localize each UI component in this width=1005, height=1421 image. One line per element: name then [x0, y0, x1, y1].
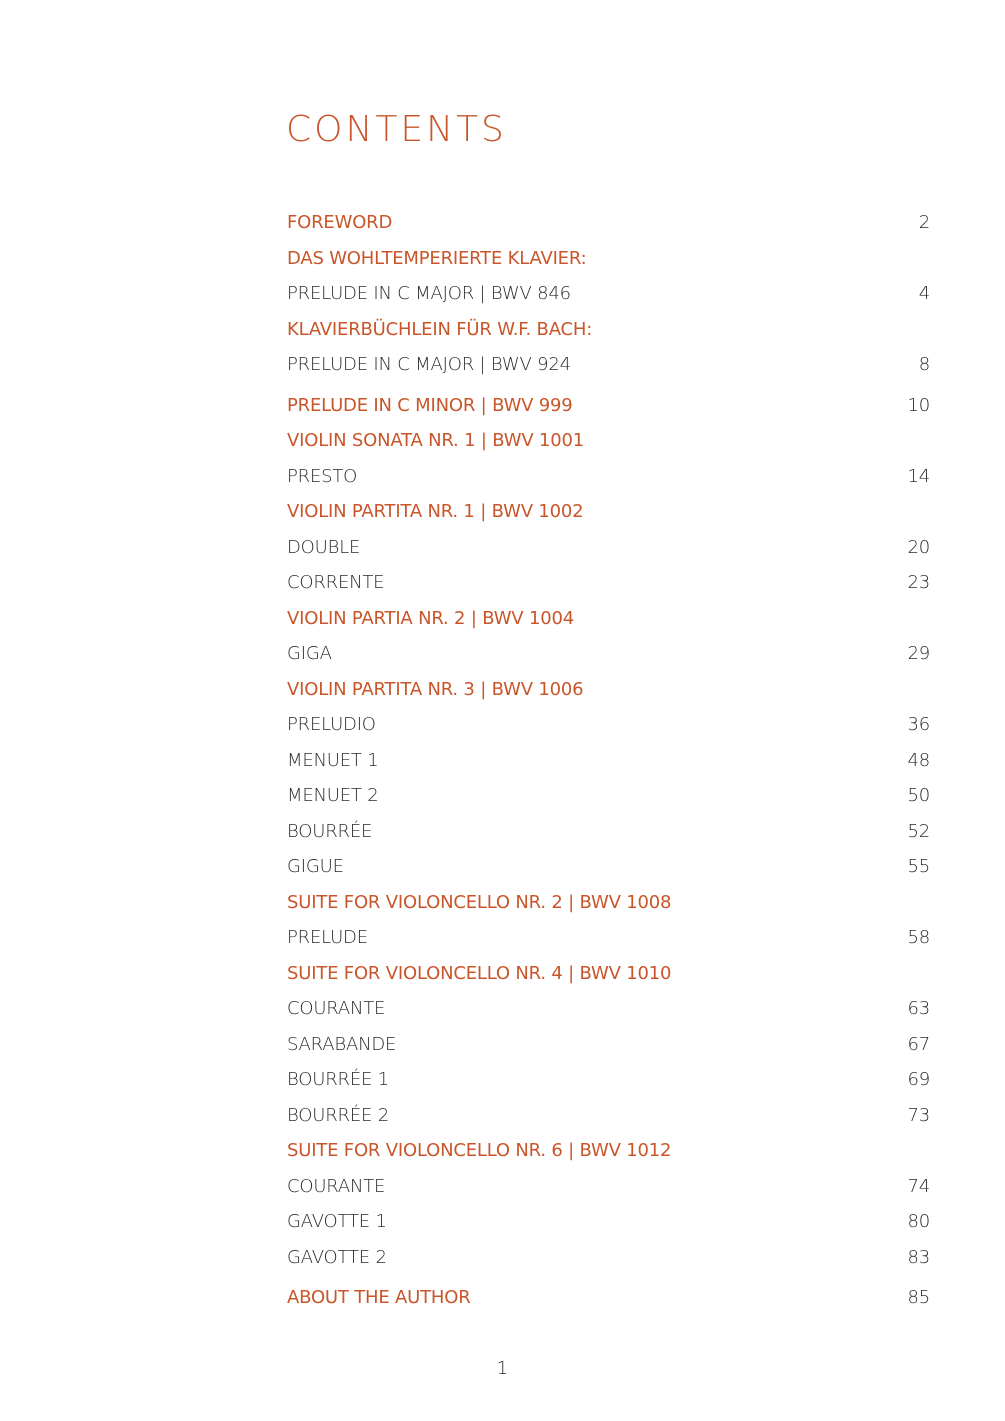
toc-entry-title: COURANTE [287, 998, 386, 1020]
toc-entry-page: 10 [907, 394, 930, 416]
toc-entry-title: SUITE FOR VIOLONCELLO NR. 4 | BWV 1010 [287, 962, 672, 984]
table-of-contents [287, 205, 930, 1316]
toc-entry-title: VIOLIN PARTITA NR. 1 | BWV 1002 [287, 501, 584, 523]
toc-entry-page: 63 [907, 998, 930, 1020]
toc-entry-title: SUITE FOR VIOLONCELLO NR. 2 | BWV 1008 [287, 891, 672, 913]
toc-section-heading[interactable] [287, 241, 930, 277]
toc-entry-title: ABOUT THE AUTHOR [287, 1287, 471, 1309]
toc-entry[interactable] [287, 743, 930, 779]
toc-section-heading[interactable] [287, 423, 930, 459]
toc-section-heading[interactable] [287, 388, 930, 424]
toc-entry-page: 20 [907, 536, 930, 558]
toc-entry[interactable] [287, 920, 930, 956]
toc-entry-page: 74 [907, 1175, 930, 1197]
toc-entry-title: PRELUDE IN C MAJOR | BWV 846 [287, 283, 571, 305]
toc-entry-title: COURANTE [287, 1175, 386, 1197]
toc-entry-page: 80 [907, 1211, 930, 1233]
toc-entry-title: MENUET 2 [287, 785, 379, 807]
toc-entry-title: BOURRÉE [287, 820, 373, 842]
toc-entry-title: BOURRÉE 1 [287, 1069, 389, 1091]
toc-entry[interactable] [287, 778, 930, 814]
toc-entry-page: 73 [907, 1104, 930, 1126]
toc-section-heading[interactable] [287, 956, 930, 992]
toc-section-heading[interactable] [287, 885, 930, 921]
toc-entry-title: VIOLIN PARTITA NR. 3 | BWV 1006 [287, 678, 584, 700]
toc-entry-title: GAVOTTE 1 [287, 1211, 387, 1233]
toc-entry-page: 50 [907, 785, 930, 807]
toc-entry-title: GIGA [287, 643, 332, 665]
toc-entry[interactable] [287, 1062, 930, 1098]
toc-entry-page: 85 [907, 1287, 930, 1309]
toc-entry-title: PRELUDE IN C MAJOR | BWV 924 [287, 354, 571, 376]
toc-entry[interactable] [287, 1204, 930, 1240]
toc-entry-page: 4 [918, 283, 930, 305]
toc-entry-page: 52 [907, 820, 930, 842]
toc-entry[interactable] [287, 1240, 930, 1276]
toc-section-heading[interactable] [287, 1280, 930, 1316]
toc-entry-title: GIGUE [287, 856, 344, 878]
toc-entry-page: 69 [907, 1069, 930, 1091]
toc-entry-page: 83 [907, 1246, 930, 1268]
toc-section-heading[interactable] [287, 494, 930, 530]
toc-section-heading[interactable] [287, 601, 930, 637]
toc-entry[interactable] [287, 565, 930, 601]
toc-entry-page: 14 [907, 465, 930, 487]
toc-entry-title: DOUBLE [287, 536, 361, 558]
toc-entry-page: 2 [918, 212, 930, 234]
toc-entry-page: 67 [907, 1033, 930, 1055]
toc-entry-page: 48 [907, 749, 930, 771]
toc-section-heading[interactable] [287, 672, 930, 708]
toc-entry-title: BOURRÉE 2 [287, 1104, 389, 1126]
toc-entry-page: 36 [907, 714, 930, 736]
toc-entry[interactable] [287, 814, 930, 850]
toc-entry[interactable] [287, 347, 930, 383]
toc-entry-title: GAVOTTE 2 [287, 1246, 387, 1268]
toc-entry-page: 23 [907, 572, 930, 594]
toc-entry-title: VIOLIN PARTIA NR. 2 | BWV 1004 [287, 607, 574, 629]
toc-section-heading[interactable] [287, 205, 930, 241]
toc-entry-page: 58 [907, 927, 930, 949]
toc-entry-title: DAS WOHLTEMPERIERTE KLAVIER: [287, 247, 587, 269]
toc-entry[interactable] [287, 276, 930, 312]
toc-entry-title: FOREWORD [287, 212, 393, 234]
toc-entry-title: PRELUDIO [287, 714, 376, 736]
toc-entry-title: CORRENTE [287, 572, 385, 594]
page-title: CONTENTS [286, 109, 507, 150]
toc-entry[interactable] [287, 1098, 930, 1134]
toc-entry-title: KLAVIERBÜCHLEIN FÜR W.F. BACH: [287, 318, 593, 340]
toc-section-heading[interactable] [287, 1133, 930, 1169]
toc-entry-page: 55 [907, 856, 930, 878]
page-number: 1 [496, 1358, 509, 1379]
toc-entry[interactable] [287, 530, 930, 566]
toc-entry-title: MENUET 1 [287, 749, 379, 771]
toc-entry-title: PRESTO [287, 465, 358, 487]
toc-entry[interactable] [287, 1027, 930, 1063]
toc-section-heading[interactable] [287, 312, 930, 348]
toc-entry-title: PRELUDE [287, 927, 368, 949]
toc-entry-title: SARABANDE [287, 1033, 397, 1055]
toc-entry[interactable] [287, 707, 930, 743]
toc-entry[interactable] [287, 849, 930, 885]
toc-entry-title: SUITE FOR VIOLONCELLO NR. 6 | BWV 1012 [287, 1140, 672, 1162]
toc-entry-title: PRELUDE IN C MINOR | BWV 999 [287, 394, 573, 416]
toc-entry[interactable] [287, 459, 930, 495]
toc-entry-page: 29 [907, 643, 930, 665]
toc-entry-title: VIOLIN SONATA NR. 1 | BWV 1001 [287, 430, 585, 452]
toc-entry-page: 8 [918, 354, 930, 376]
toc-entry[interactable] [287, 636, 930, 672]
toc-entry[interactable] [287, 1169, 930, 1205]
toc-entry[interactable] [287, 991, 930, 1027]
